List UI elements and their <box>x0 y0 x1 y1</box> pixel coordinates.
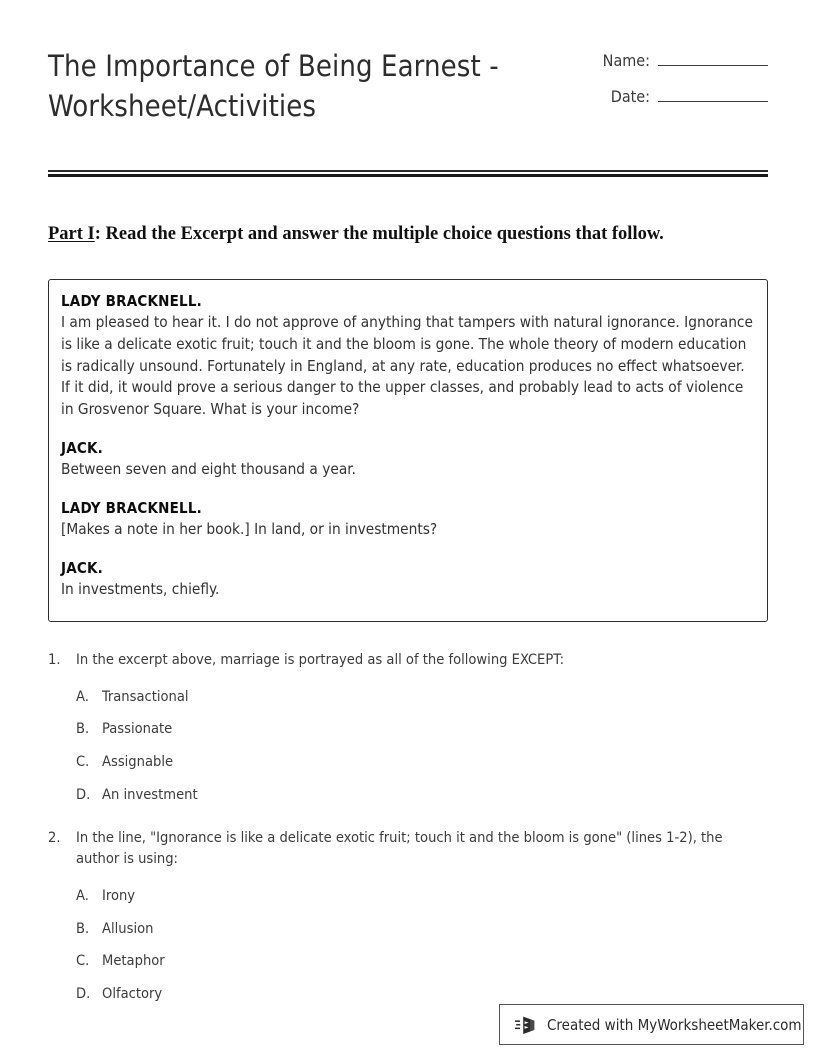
question-row <box>48 828 768 869</box>
speech-text: Between seven and eight thousand a year. <box>61 460 356 479</box>
speech-text: I am pleased to hear it. I do not approve of anything that tampers with natural ignorance. Ignorance is like a delicate exotic fruit; touch it and the bloom is gone. The whole theory of modern education is radically unsound. Fortunately in England, at any rate, education produces no effect whatsoever. If it did, it would prove a serious danger to the upper classes, and probably lead to acts of violence in Grosvenor Square. What is your income? <box>61 313 753 419</box>
question-item <box>48 650 768 804</box>
speech-text: [Makes a note in her book.] In land, or in investments? <box>61 520 438 539</box>
option-item[interactable] <box>76 687 768 707</box>
excerpt-box <box>48 279 768 622</box>
date-row <box>578 86 768 106</box>
option-letter: B. <box>76 720 90 738</box>
option-text: Olfactory <box>102 984 163 1002</box>
option-letter: C. <box>76 753 90 771</box>
worksheet-maker-logo-icon <box>514 1013 538 1037</box>
option-item[interactable] <box>76 951 768 971</box>
part-instruction: Read the Excerpt and answer the multiple choice questions that follow. <box>105 224 664 244</box>
speech-block <box>61 498 753 541</box>
page-title: The Importance of Being Earnest - Worksheet/Activities <box>48 49 499 124</box>
option-text: Irony <box>102 886 136 904</box>
option-item[interactable] <box>76 752 768 772</box>
option-item[interactable] <box>76 785 768 805</box>
option-item[interactable] <box>76 719 768 739</box>
option-text: Transactional <box>102 687 189 705</box>
option-letter: A. <box>76 886 89 904</box>
date-write-line[interactable] <box>658 86 768 102</box>
option-text: Passionate <box>102 720 173 738</box>
speech-block <box>61 438 753 481</box>
badge-text: Created with MyWorksheetMaker.com <box>547 1015 802 1034</box>
date-label: Date: <box>610 87 650 106</box>
options-list <box>48 886 768 1004</box>
part-separator: : <box>94 224 106 244</box>
option-letter: C. <box>76 952 90 970</box>
name-write-line[interactable] <box>658 50 768 66</box>
option-item[interactable] <box>76 984 768 1004</box>
part-heading <box>48 224 768 245</box>
created-with-badge[interactable] <box>499 1004 804 1045</box>
name-label: Name: <box>602 51 650 70</box>
question-number: 1. <box>48 651 61 668</box>
option-item[interactable] <box>76 886 768 906</box>
speech-block <box>61 291 753 421</box>
speaker-name: JACK. <box>61 438 103 457</box>
question-text: In the excerpt above, marriage is portrayed as all of the following EXCEPT: <box>76 651 565 668</box>
question-row <box>48 650 768 671</box>
divider-thick-rule <box>48 174 768 178</box>
question-number: 2. <box>48 829 61 847</box>
speaker-name: LADY BRACKNELL. <box>61 292 202 310</box>
option-letter: D. <box>76 785 91 803</box>
speaker-name: LADY BRACKNELL. <box>61 498 202 517</box>
questions-list <box>48 650 768 1028</box>
speaker-name: JACK. <box>61 558 103 577</box>
header-divider <box>48 170 768 177</box>
name-row <box>578 50 768 70</box>
option-text: An investment <box>102 785 198 803</box>
speech-block <box>61 558 753 601</box>
speech-text: In investments, chiefly. <box>61 580 220 599</box>
option-text: Metaphor <box>102 952 165 970</box>
option-letter: B. <box>76 919 90 937</box>
option-letter: A. <box>76 687 89 705</box>
part-label: Part I <box>48 224 95 244</box>
name-date-block <box>578 44 768 122</box>
options-list <box>48 687 768 805</box>
worksheet-header <box>48 44 768 126</box>
option-text: Assignable <box>102 753 174 771</box>
option-item[interactable] <box>76 919 768 939</box>
option-letter: D. <box>76 984 91 1002</box>
question-item <box>48 828 768 1003</box>
question-text: In the line, "Ignorance is like a delicate exotic fruit; touch it and the bloom is gone" (lines 1-2), the author is using: <box>76 829 723 868</box>
option-text: Allusion <box>102 919 154 937</box>
